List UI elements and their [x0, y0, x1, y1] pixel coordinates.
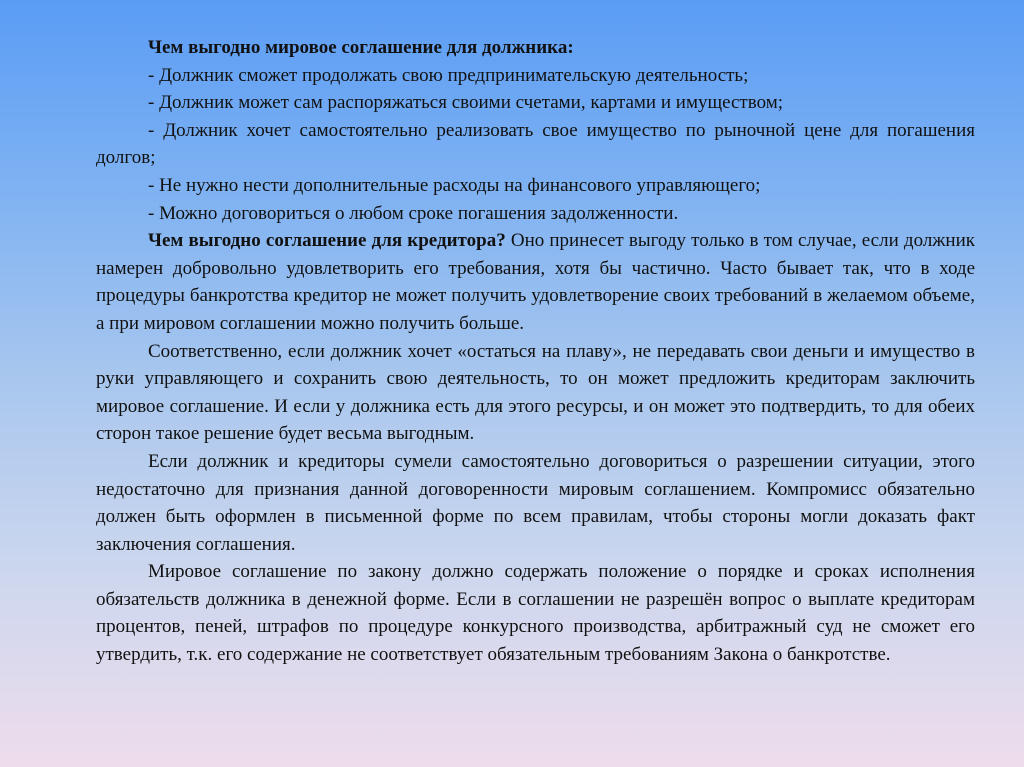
creditor-benefits-heading: Чем выгодно соглашение для кредитора? — [148, 230, 506, 252]
debtor-bullet: - Можно договориться о любом сроке погашения задолженности. — [148, 202, 679, 224]
slide-text-block — [96, 34, 975, 669]
debtor-bullet: - Должник может сам распоряжаться своими счетами, картами и имуществом; — [148, 92, 784, 114]
debtor-bullet: - Не нужно нести дополнительные расходы на финансового управляющего; — [148, 174, 761, 196]
debtor-benefits-heading: Чем выгодно мировое соглашение для должника: — [148, 37, 574, 58]
debtor-bullet: - Должник сможет продолжать свою предпринимательскую деятельность; — [148, 64, 749, 86]
creditor-benefits-text: Оно принесет выгоду только в том случае, если должник намерен добровольно удовлетворить его требования, хотя бы частично. Часто бывает так, что в ходе процедуры банкротства кредитор не может получить удовлетворение своих требований в желаемом объеме, а при мировом соглашении можно получить больше. — [96, 230, 976, 334]
body-paragraph: Мировое соглашение по закону должно содержать положение о порядке и сроках исполнения обязательств должника в денежной форме. Если в соглашении не разрешён вопрос о выплате кредиторам процентов, пеней, штрафов по процедуре конкурсного производства, арбитражный суд не сможет его утвердить, т.к. его содержание не соответствует обязательным требованиям Закона о банкротстве. — [96, 561, 975, 666]
body-paragraph: Соответственно, если должник хочет «остаться на плаву», не передавать свои деньги и имущество в руки управляющего и сохранить свою деятельность, то он может предложить кредиторам заключить мировое соглашение. И если у должника есть для этого ресурсы, и он может это подтвердить, то для обеих сторон такое решение будет весьма выгодным. — [96, 340, 975, 445]
body-paragraph: Если должник и кредиторы сумели самостоятельно договориться о разрешении ситуации, этого недостаточно для признания данной договоренности мировым соглашением. Компромисс обязательно должен быть оформлен в письменной форме по всем правилам, чтобы стороны могли доказать факт заключения соглашения. — [96, 450, 975, 555]
debtor-bullet: - Должник хочет самостоятельно реализовать свое имущество по рыночной цене для погашения долгов; — [96, 119, 975, 169]
creditor-benefits-paragraph — [96, 227, 975, 337]
